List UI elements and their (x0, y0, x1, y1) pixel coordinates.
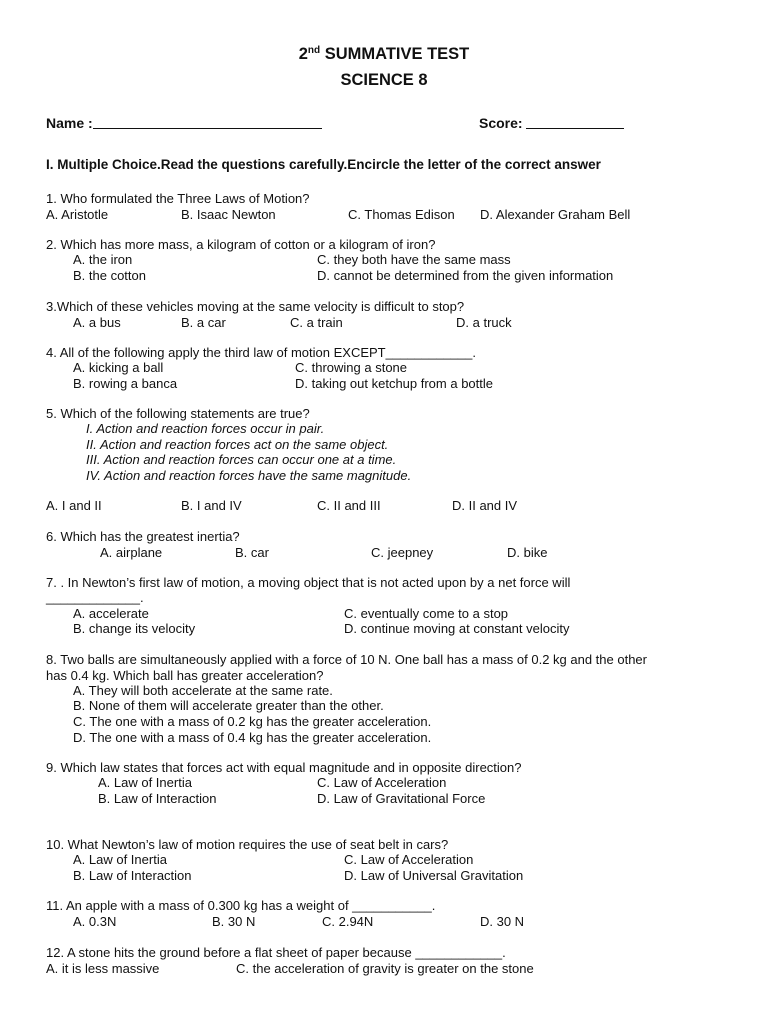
choice[interactable]: D. bike (507, 545, 548, 560)
choice[interactable]: C. they both have the same mass (317, 252, 511, 267)
instructions: I. Multiple Choice.Read the questions carefully.Encircle the letter of the correct answer (46, 157, 601, 172)
question-text: 2. Which has more mass, a kilogram of cotton or a kilogram of iron? (46, 237, 436, 252)
choice[interactable]: C. The one with a mass of 0.2 kg has the greater acceleration. (73, 714, 432, 729)
choice[interactable]: D. taking out ketchup from a bottle (295, 376, 493, 391)
choice[interactable]: A. a bus (73, 315, 121, 330)
statement: II. Action and reaction forces act on the same object. (86, 437, 389, 452)
choice[interactable]: C. jeepney (371, 545, 434, 560)
choice[interactable]: A. the iron (73, 252, 133, 267)
choice[interactable]: D. continue moving at constant velocity (344, 621, 570, 636)
choice[interactable]: A. accelerate (73, 606, 149, 621)
question-text: 4. All of the following apply the third law of motion EXCEPT____________. (46, 345, 476, 360)
score-label: Score: (479, 115, 523, 131)
choice[interactable]: B. 30 N (212, 914, 256, 929)
test-title (0, 45, 768, 64)
statement: IV. Action and reaction forces have the same magnitude. (86, 468, 412, 483)
choice[interactable]: A. Law of Inertia (73, 852, 167, 867)
question-text: 8. Two balls are simultaneously applied with a force of 10 N. One ball has a mass of 0.2 kg and the other (46, 652, 647, 667)
score-blank[interactable] (526, 116, 624, 129)
choice[interactable]: D. a truck (456, 315, 512, 330)
question-text: 7. . In Newton’s first law of motion, a moving object that is not acted upon by a net force will (46, 575, 571, 590)
choice[interactable]: D. The one with a mass of 0.4 kg has the greater acceleration. (73, 730, 432, 745)
choice[interactable]: B. change its velocity (73, 621, 196, 636)
choice[interactable]: C. the acceleration of gravity is greater on the stone (236, 961, 534, 976)
choice[interactable]: B. None of them will accelerate greater than the other. (73, 698, 384, 713)
question-text: 9. Which law states that forces act with equal magnitude and in opposite direction? (46, 760, 522, 775)
question-text-continued: _____________. (46, 590, 144, 605)
question-text: 3.Which of these vehicles moving at the same velocity is difficult to stop? (46, 299, 465, 314)
choice[interactable]: C. Law of Acceleration (317, 775, 447, 790)
choice[interactable]: D. II and IV (452, 498, 518, 513)
title-ordinal: 2 (298, 45, 308, 63)
choice[interactable]: B. a car (181, 315, 226, 330)
score-field (479, 116, 624, 131)
name-label: Name : (46, 115, 93, 131)
choice[interactable]: C. Law of Acceleration (344, 852, 474, 867)
choice[interactable]: A. I and II (46, 498, 102, 513)
choice[interactable]: B. Law of Interaction (73, 868, 192, 883)
choice[interactable]: B. Isaac Newton (181, 207, 276, 222)
choice[interactable]: A. Aristotle (46, 207, 109, 222)
question-text: 10. What Newton’s law of motion requires the use of seat belt in cars? (46, 837, 449, 852)
choice[interactable]: A. Law of Inertia (98, 775, 192, 790)
choice[interactable]: B. car (235, 545, 269, 560)
choice[interactable]: A. They will both accelerate at the same rate. (73, 683, 333, 698)
subject-title: SCIENCE 8 (340, 71, 428, 89)
choice[interactable]: C. throwing a stone (295, 360, 408, 375)
choice[interactable]: B. I and IV (181, 498, 242, 513)
choice[interactable]: C. 2.94N (322, 914, 374, 929)
choice[interactable]: C. II and III (317, 498, 381, 513)
question-text: 5. Which of the following statements are true? (46, 406, 310, 421)
statement: III. Action and reaction forces can occur one at a time. (86, 452, 397, 467)
choice[interactable]: C. eventually come to a stop (344, 606, 509, 621)
choice[interactable]: A. airplane (100, 545, 163, 560)
choice[interactable]: A. kicking a ball (73, 360, 164, 375)
choice[interactable]: A. it is less massive (46, 961, 160, 976)
title-ordinal-suffix: nd (307, 45, 321, 56)
choice[interactable]: C. Thomas Edison (348, 207, 455, 222)
question-text: 1. Who formulated the Three Laws of Motion? (46, 191, 310, 206)
choice[interactable]: D. 30 N (480, 914, 525, 929)
statement: I. Action and reaction forces occur in pair. (86, 421, 325, 436)
choice[interactable]: D. cannot be determined from the given information (317, 268, 614, 283)
question-text-continued: has 0.4 kg. Which ball has greater acceleration? (46, 668, 324, 683)
title-text: SUMMATIVE TEST (320, 45, 470, 63)
question-text: 6. Which has the greatest inertia? (46, 529, 240, 544)
choice[interactable]: D. Alexander Graham Bell (480, 207, 631, 222)
question-text: 11. An apple with a mass of 0.300 kg has a weight of ___________. (46, 898, 436, 913)
name-blank[interactable] (93, 116, 322, 129)
choice[interactable]: B. the cotton (73, 268, 146, 283)
choice[interactable]: D. Law of Universal Gravitation (344, 868, 524, 883)
question-text: 12. A stone hits the ground before a flat sheet of paper because ____________. (46, 945, 506, 960)
choice[interactable]: B. rowing a banca (73, 376, 178, 391)
choice[interactable]: D. Law of Gravitational Force (317, 791, 486, 806)
choice[interactable]: B. Law of Interaction (98, 791, 217, 806)
choice[interactable]: A. 0.3N (73, 914, 117, 929)
choice[interactable]: C. a train (290, 315, 343, 330)
name-field (46, 116, 322, 131)
